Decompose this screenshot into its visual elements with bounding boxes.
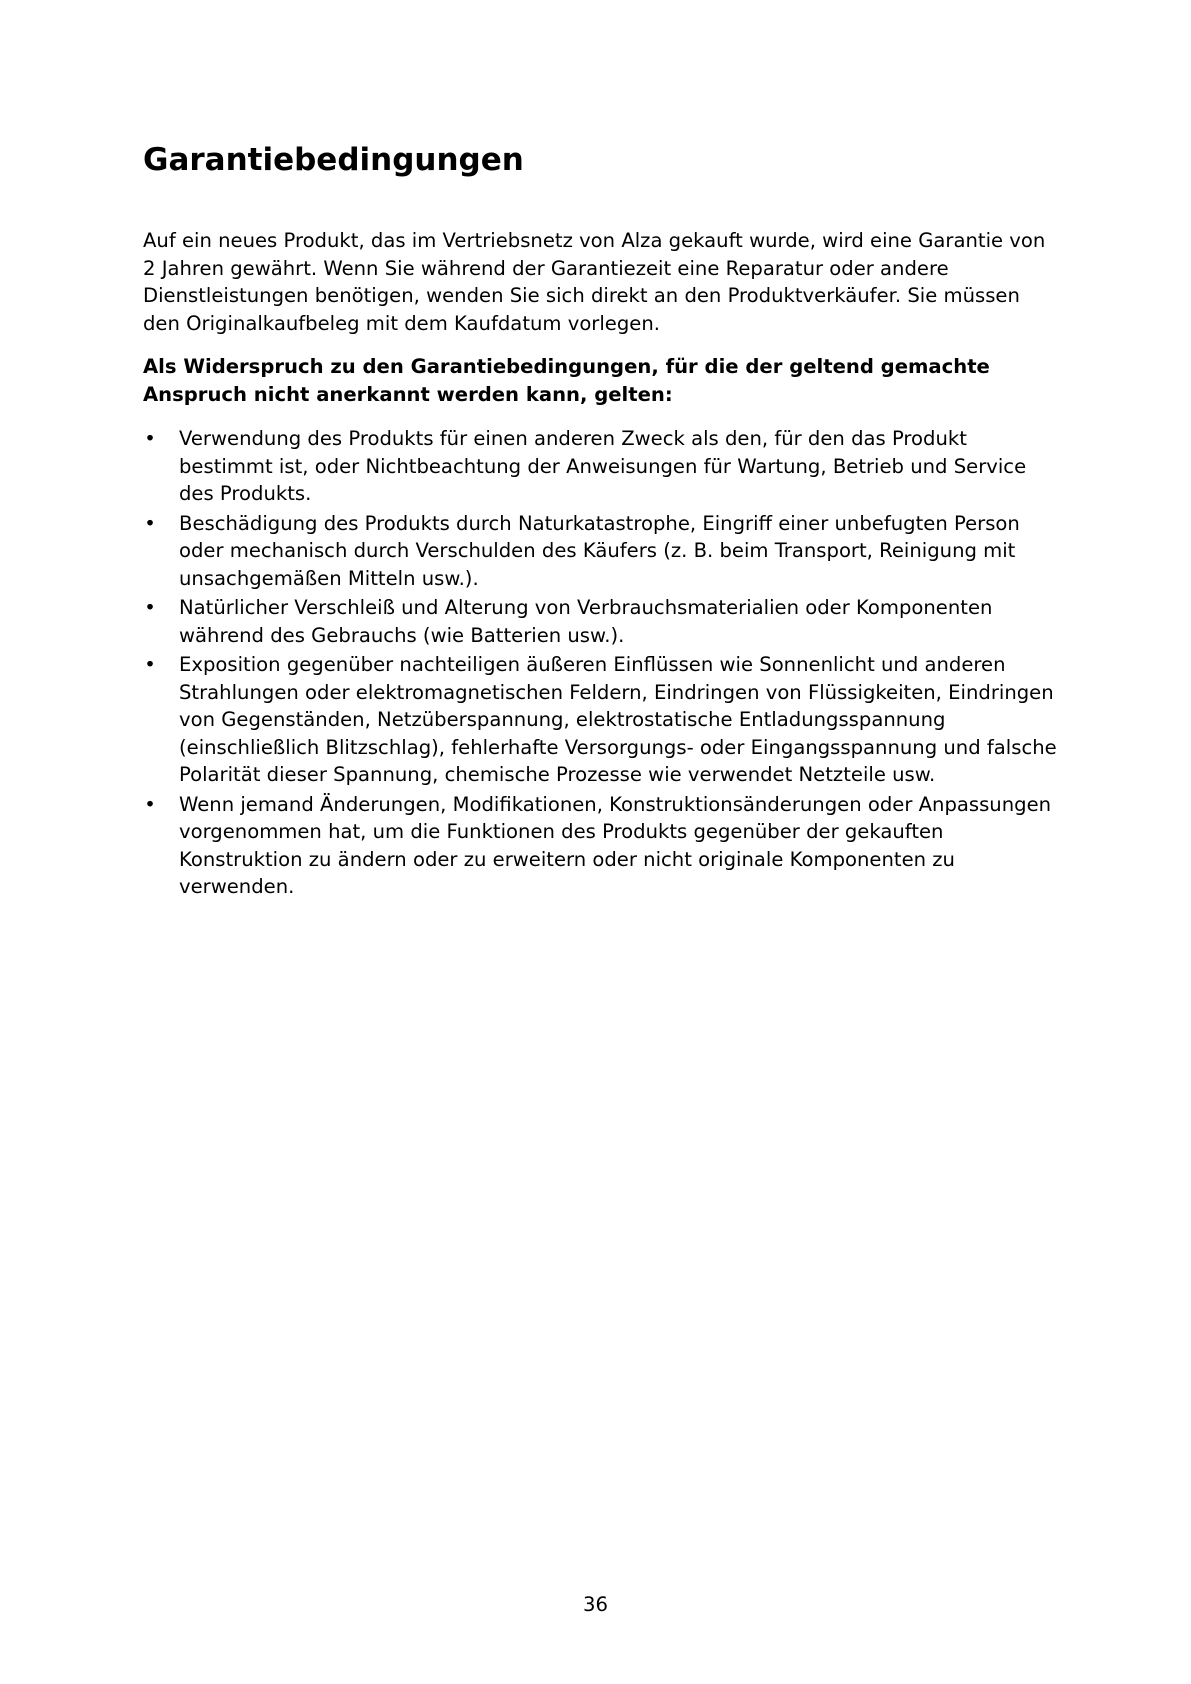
list-item — [143, 594, 1063, 649]
page-title: Garantiebedingungen — [143, 142, 524, 178]
exclusions-list — [143, 425, 1063, 901]
list-item-text: Beschädigung des Produkts durch Naturkatastrophe, Eingriff einer unbefugten Person oder mechanisch durch Verschulden des Käufers (z. B. beim Transport, Reinigung mit unsachgemäßen Mitteln usw.). — [179, 511, 1020, 590]
list-item — [143, 791, 1063, 901]
exclusions-heading: Als Widerspruch zu den Garantiebedingungen, für die der geltend gemachte Anspruch nicht anerkannt werden kann, gelten: — [143, 355, 990, 406]
list-item-text: Natürlicher Verschleiß und Alterung von Verbrauchsmaterialien oder Komponenten während des Gebrauchs (wie Batterien usw.). — [179, 596, 993, 647]
intro-paragraph: Auf ein neues Produkt, das im Vertriebsnetz von Alza gekauft wurde, wird eine Garantie von 2 Jahren gewährt. Wenn Sie während der Garantiezeit eine Reparatur oder andere Dienstleistungen benötigen, wenden Sie sich direkt an den Produktverkäufer. Sie müssen den Originalkaufbeleg mit dem Kaufdatum vorlegen. — [143, 229, 1046, 335]
page-number: 36 — [583, 1593, 608, 1616]
list-item — [143, 425, 1063, 508]
list-item — [143, 651, 1063, 789]
bullet-icon: • — [144, 511, 156, 535]
document-page — [143, 138, 1063, 903]
list-item-text: Verwendung des Produkts für einen anderen Zweck als den, für den das Produkt bestimmt ist, oder Nichtbeachtung der Anweisungen für Wartung, Betrieb und Service des Produkts. — [179, 427, 1027, 505]
bullet-icon: • — [144, 653, 156, 676]
bullet-icon: • — [144, 427, 156, 450]
list-item-text: Wenn jemand Änderungen, Modifikationen, Konstruktionsänderungen oder Anpassungen vorgenommen hat, um die Funktionen des Produkts gegenüber der gekauften Konstruktion zu ändern oder zu erweitern oder nicht originale Komponenten zu verwenden. — [179, 792, 1052, 898]
list-item-text: Exposition gegenüber nachteiligen äußeren Einflüssen wie Sonnenlicht und anderen Strahlungen oder elektromagnetischen Feldern, Eindringen von Flüssigkeiten, Eindringen von Gegenständen, Netzüberspannung, elektrostatische Entladungsspannung (einschließlich Blitzschlag), fehlerhafte Versorgungs- oder Eingangsspannung und falsche Polarität dieser Spannung, chemische Prozesse wie verwendet Netzteile usw. — [179, 653, 1057, 786]
bullet-icon: • — [144, 596, 156, 619]
bullet-icon: • — [144, 792, 156, 816]
list-item — [143, 510, 1063, 593]
